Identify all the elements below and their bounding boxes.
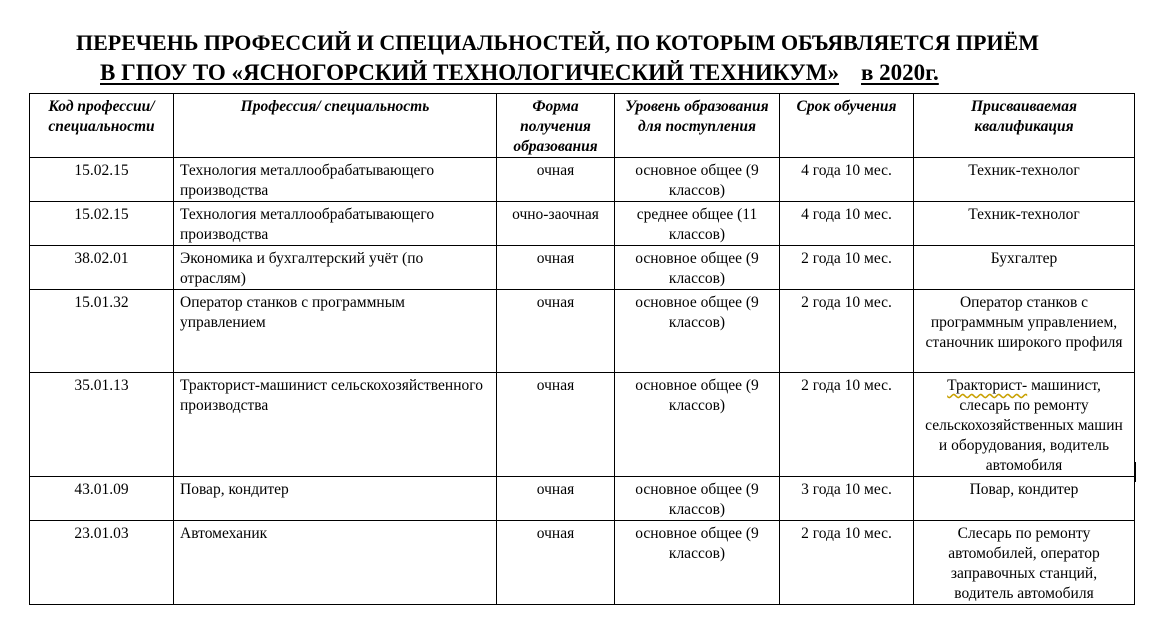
column-header-qualification: Присваиваемая квалификация <box>914 94 1135 158</box>
cell-level: основное общее (9 классов) <box>615 521 780 605</box>
column-header-code: Код профессии/ специальности <box>30 94 174 158</box>
table-row <box>30 373 1135 477</box>
cell-qualification: Оператор станков с программным управлением, станочник широкого профиля <box>914 290 1135 373</box>
cell-profession: Повар, кондитер <box>174 477 497 521</box>
qualification-part-rest: машинист, слесарь по ремонту сельскохозяйственных машин и оборудования, водитель автомобиля <box>925 377 1123 474</box>
cell-form: очная <box>497 290 615 373</box>
cell-profession: Технология металлообрабатывающего производства <box>174 158 497 202</box>
cell-qualification: Слесарь по ремонту автомобилей, оператор заправочных станций, водитель автомобиля <box>914 521 1135 605</box>
table-row <box>30 477 1135 521</box>
cell-profession: Технология металлообрабатывающего производства <box>174 202 497 246</box>
table-row <box>30 521 1135 605</box>
cell-profession: Экономика и бухгалтерский учёт (по отраслям) <box>174 246 497 290</box>
cell-level: основное общее (9 классов) <box>615 373 780 477</box>
professions-table <box>29 93 1135 605</box>
column-header-level: Уровень образования для поступления <box>615 94 780 158</box>
cell-form: очная <box>497 246 615 290</box>
cell-profession: Автомеханик <box>174 521 497 605</box>
cell-duration: 2 года 10 мес. <box>780 290 914 373</box>
cell-level: основное общее (9 классов) <box>615 477 780 521</box>
organization-name: В ГПОУ ТО «ЯСНОГОРСКИЙ ТЕХНОЛОГИЧЕСКИЙ ТЕХНИКУМ» <box>100 60 840 85</box>
cell-qualification: Техник-технолог <box>914 202 1135 246</box>
table-row <box>30 158 1135 202</box>
cell-qualification: Бухгалтер <box>914 246 1135 290</box>
cell-level: основное общее (9 классов) <box>615 158 780 202</box>
cell-form: очная <box>497 158 615 202</box>
cell-form: очная <box>497 373 615 477</box>
column-header-form: Форма получения образования <box>497 94 615 158</box>
cell-code: 43.01.09 <box>30 477 174 521</box>
cell-duration: 4 года 10 мес. <box>780 202 914 246</box>
table-row <box>30 290 1135 373</box>
cell-code: 23.01.03 <box>30 521 174 605</box>
cell-duration: 2 года 10 мес. <box>780 246 914 290</box>
cell-form: очная <box>497 477 615 521</box>
cell-qualification: Техник-технолог <box>914 158 1135 202</box>
cell-code: 38.02.01 <box>30 246 174 290</box>
cell-profession: Оператор станков с программным управлением <box>174 290 497 373</box>
cell-level: основное общее (9 классов) <box>615 290 780 373</box>
page-title: ПЕРЕЧЕНЬ ПРОФЕССИЙ И СПЕЦИАЛЬНОСТЕЙ, ПО КОТОРЫМ ОБЪЯВЛЯЕТСЯ ПРИЁМ <box>76 30 1040 55</box>
cell-code: 35.01.13 <box>30 373 174 477</box>
page-subtitle <box>100 60 1120 86</box>
admission-year: в 2020г. <box>861 60 939 85</box>
cell-duration: 4 года 10 мес. <box>780 158 914 202</box>
table-row <box>30 202 1135 246</box>
text-cursor <box>1134 462 1136 482</box>
cell-code: 15.02.15 <box>30 158 174 202</box>
cell-code: 15.02.15 <box>30 202 174 246</box>
cell-profession: Тракторист-машинист сельскохозяйственного производства <box>174 373 497 477</box>
cell-level: основное общее (9 классов) <box>615 246 780 290</box>
column-header-duration: Срок обучения <box>780 94 914 158</box>
cell-form: очная <box>497 521 615 605</box>
qualification-part-spellcheck: Тракторист- <box>947 377 1028 394</box>
cell-form: очно-заочная <box>497 202 615 246</box>
cell-duration: 2 года 10 мес. <box>780 373 914 477</box>
table-row <box>30 246 1135 290</box>
column-header-profession: Профессия/ специальность <box>174 94 497 158</box>
cell-qualification: Повар, кондитер <box>914 477 1135 521</box>
cell-duration: 2 года 10 мес. <box>780 521 914 605</box>
cell-qualification <box>914 373 1135 477</box>
cell-level: среднее общее (11 классов) <box>615 202 780 246</box>
cell-code: 15.01.32 <box>30 290 174 373</box>
cell-duration: 3 года 10 мес. <box>780 477 914 521</box>
table-header-row <box>30 94 1135 158</box>
